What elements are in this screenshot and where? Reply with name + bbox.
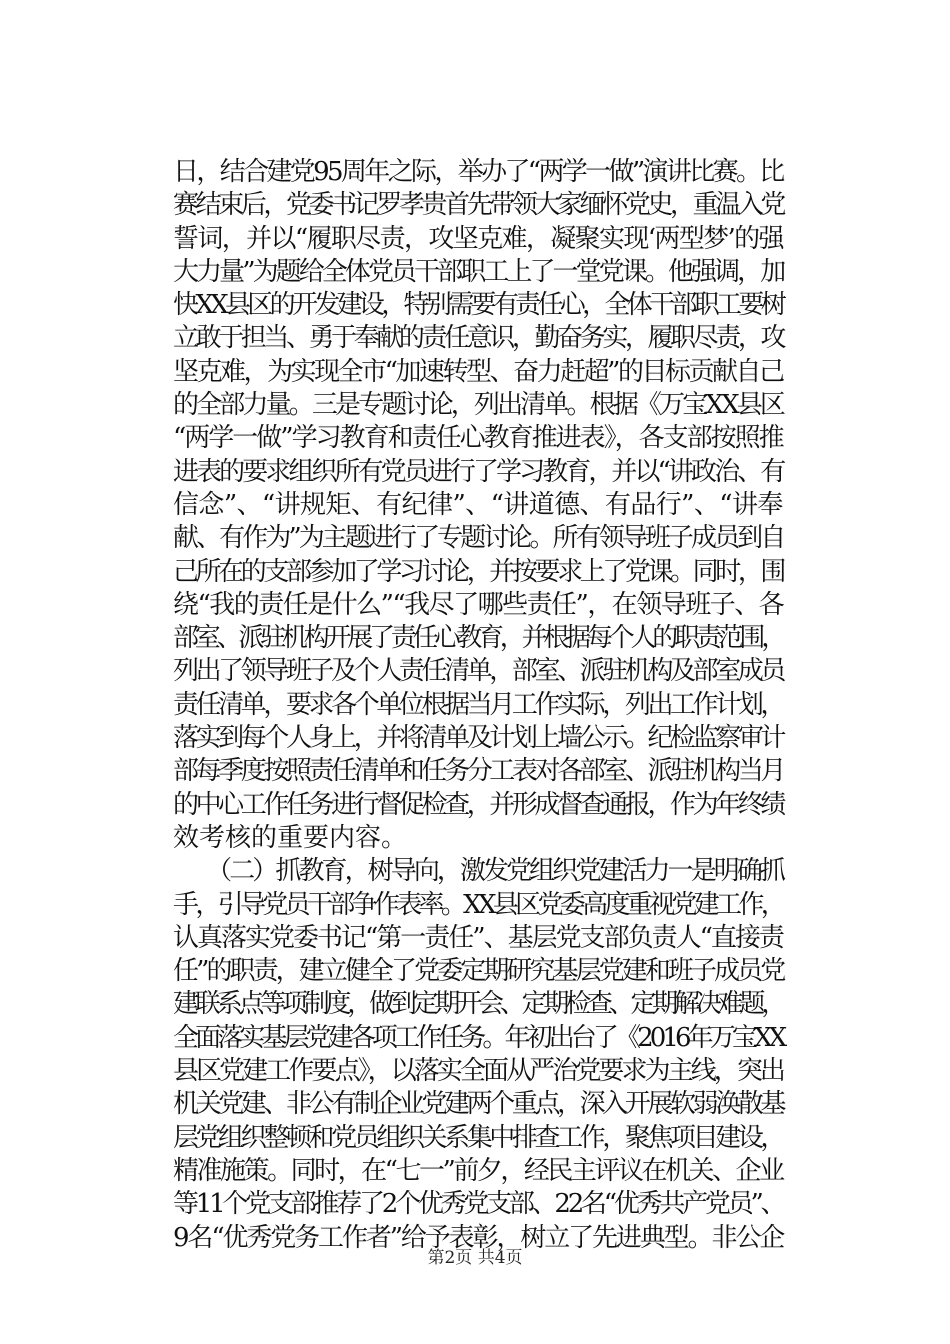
text-line: 坚克难，为实现全市“加速转型、奋力赶超”的目标贡献自己: [173, 356, 783, 387]
text-line: 手，引导党员干部争作表率。XX县区党委高度重视党建工作，: [173, 889, 784, 920]
text-line: 列出了领导班子及个人责任清单，部室、派驻机构及部室成员: [173, 656, 784, 687]
text-line: 绕“我的责任是什么”“我尽了哪些责任”，在领导班子、各: [173, 589, 784, 620]
text-line: 机关党建、非公有制企业党建两个重点，深入开展软弱涣散基: [173, 1089, 784, 1120]
text-line: 赛结束后，党委书记罗孝贵首先带领大家缅怀党史，重温入党: [173, 190, 784, 221]
text-line: 部室、派驻机构开展了责任心教育，并根据每个人的职责范围，: [173, 623, 784, 654]
text-line: 快XX县区的开发建设，特别需要有责任心，全体干部职工要树: [173, 290, 784, 321]
text-line: 全面落实基层党建各项工作任务。年初出台了《2016年万宝XX: [173, 1022, 784, 1053]
document-body: [173, 156, 783, 1255]
text-line: 精准施策。同时，在“七一”前夕，经民主评议在机关、企业: [173, 1155, 783, 1186]
text-line: 9名“优秀党务工作者”给予表彰，树立了先进典型。非公企: [173, 1222, 784, 1253]
text-line: 效考核的重要内容。: [173, 822, 408, 853]
text-line: 日，结合建党95周年之际，举办了“两学一做”演讲比赛。比: [173, 157, 783, 187]
text-line: 建联系点等项制度，做到定期开会、定期检查、定期解决难题，: [173, 989, 784, 1020]
text-line: 落实到每个人身上，并将清单及计划上墙公示。纪检监察审计: [173, 723, 784, 754]
text-line: 誓词，并以“履职尽责，攻坚克难，凝聚实现‘两型梦’的强: [173, 223, 783, 254]
text-line: 进表的要求组织所有党员进行了学习教育，并以“讲政治、有: [173, 456, 784, 487]
text-line: 的全部力量。三是专题讨论，列出清单。根据《万宝XX县区: [173, 390, 784, 421]
text-line: 己所在的支部参加了学习讨论，并按要求上了党课。同时，围: [173, 556, 784, 587]
text-line: 认真落实党委书记“第一责任”、基层党支部负责人“直接责: [173, 922, 783, 953]
text-line: 部每季度按照责任清单和任务分工表对各部室、派驻机构当月: [173, 756, 784, 787]
text-line: 的中心工作任务进行督促检查，并形成督查通报，作为年终绩: [173, 789, 784, 820]
text-line: 立敢于担当、勇于奉献的责任意识，勤奋务实，履职尽责，攻: [173, 323, 784, 354]
text-line: 层党组织整顿和党员组织关系集中排查工作，聚焦项目建设，: [173, 1122, 784, 1153]
text-line: 任”的职责，建立健全了党委定期研究基层党建和班子成员党: [173, 956, 784, 987]
page-footer: [0, 1243, 950, 1268]
text-line: “两学一做”学习教育和责任心教育推进表》，各支部按照推: [173, 423, 783, 454]
page-number-label: 第2页 共4页: [427, 1248, 523, 1268]
text-line: 献、有作为”为主题进行了专题讨论。所有领导班子成员到自: [173, 523, 784, 554]
text-line: （二）抓教育，树导向，激发党组织党建活力一是明确抓: [173, 856, 784, 887]
text-line: 大力量”为题给全体党员干部职工上了一堂党课。他强调，加: [173, 256, 784, 287]
text-line: 县区党建工作要点》，以落实全面从严治党要求为主线，突出: [173, 1056, 784, 1087]
text-line: 责任清单，要求各个单位根据当月工作实际，列出工作计划，: [173, 689, 784, 720]
text-line: 等11个党支部推荐了2个优秀党支部、22名“优秀共产党员”、: [173, 1189, 784, 1220]
text-line: 信念”、“讲规矩、有纪律”、“讲道德、有品行”、“讲奉: [173, 489, 783, 520]
